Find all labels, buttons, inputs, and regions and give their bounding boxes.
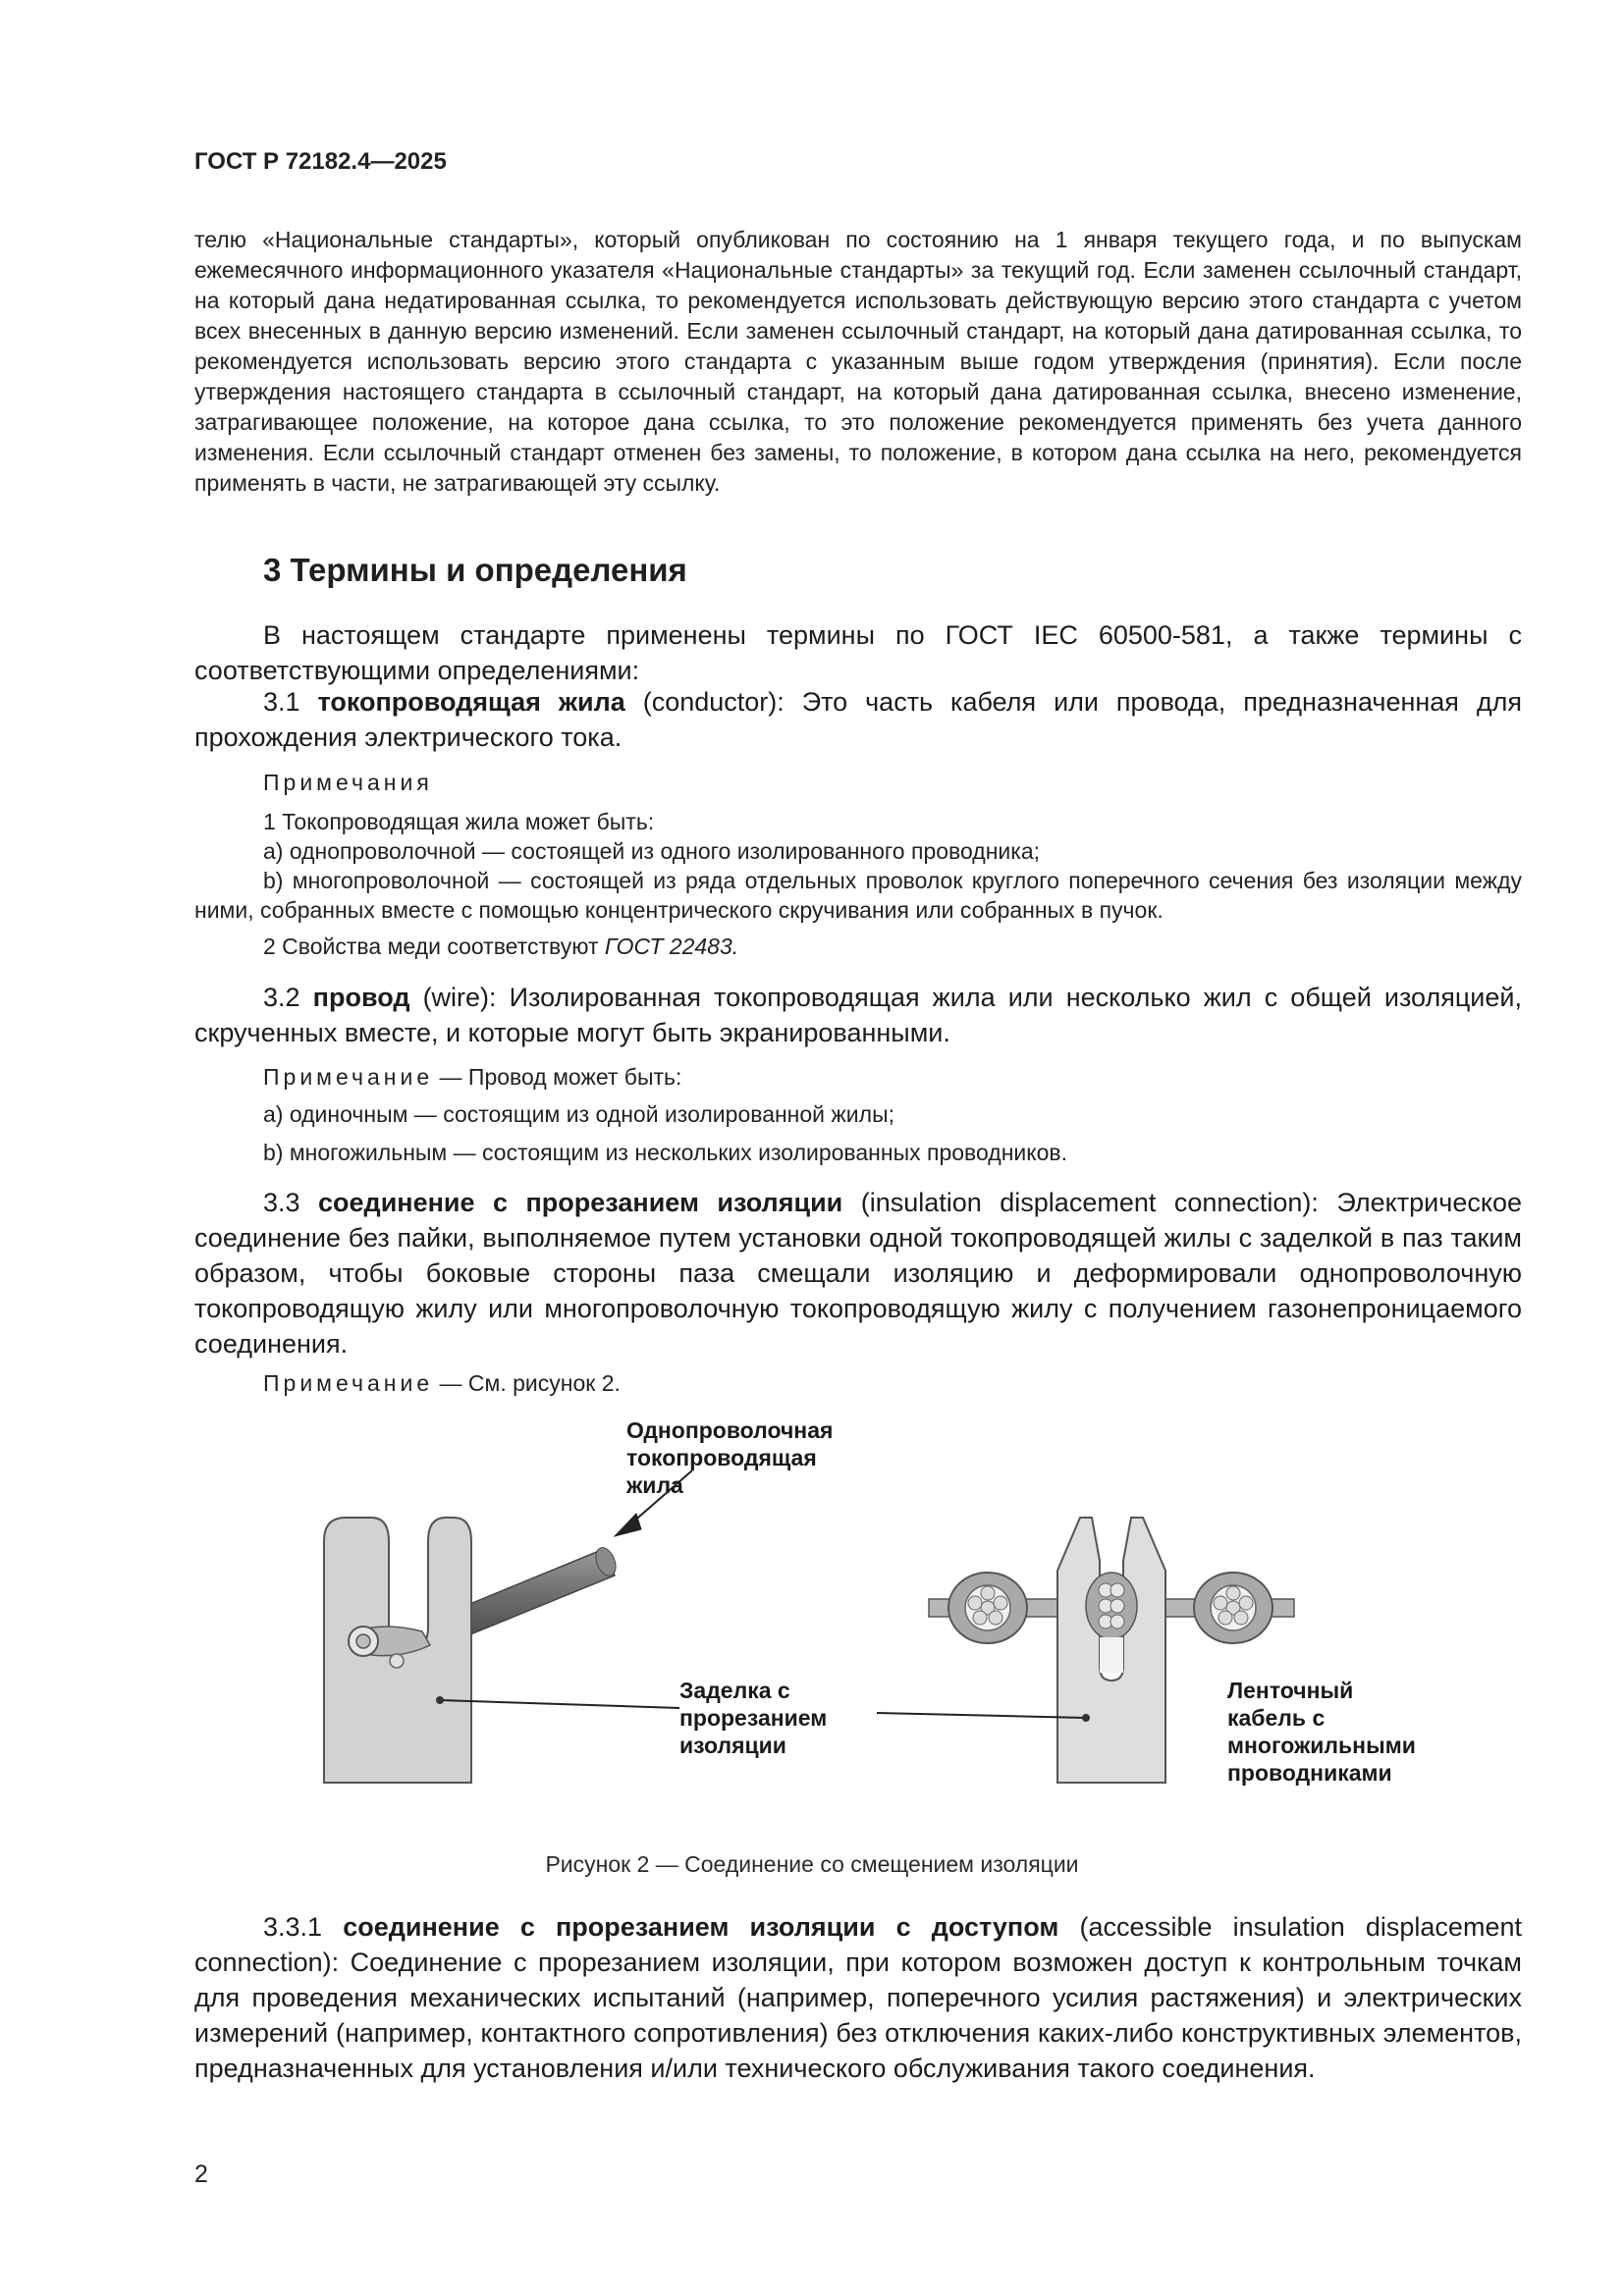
term-definition: (conductor): Это часть кабеля или провода, предназначенная для прохождения электрического тока. [194, 687, 1522, 752]
label-line: токопроводящая [626, 1445, 817, 1470]
label-line: Заделка с [679, 1678, 790, 1703]
term-3-3-1 [194, 1909, 1522, 2086]
label-ribbon-cable [1227, 1678, 1422, 1786]
term-name: провод [312, 983, 410, 1012]
label-line: Ленточный [1227, 1678, 1354, 1703]
intro-paragraph: телю «Национальные стандарты», который опубликован по состоянию на 1 января текущего года, и по выпускам ежемесячного информационного указателя «Национальные стандарты» за текущий год. Если заменен ссылочный стандарт, на который дана недатированная ссылка, то рекомендуется использовать действующую версию этого стандарта с учетом всех внесенных в данную версию изменений. Если заменен ссылочный стандарт, на который дана датированная ссылка, то рекомендуется использовать версию этого стандарта с указанным выше годом утверждения (принятия). Если после утверждения настоящего стандарта в ссылочный стандарт, на который дана датированная ссылка, внесено изменение, затрагивающее положение, на которое дана ссылка, то это положение рекомендуется применять без учета данного изменения. Если ссылочный стандарт отменен без замены, то положение, в котором дана ссылка на него, рекомендуется применять в части, не затрагивающей эту ссылку. [194, 227, 1522, 496]
figure-caption: Рисунок 2 — Соединение со смещением изоляции [545, 1851, 1079, 1877]
label-line: Однопроволочная [626, 1417, 834, 1443]
document-number: ГОСТ Р 72182.4—2025 [194, 148, 447, 175]
term-number: 3.3 [263, 1188, 300, 1217]
note-3-2 [194, 1062, 1522, 1092]
page-number: 2 [194, 2161, 208, 2188]
right-termination [1057, 1518, 1165, 1783]
label-line: многожильными [1227, 1733, 1416, 1758]
note-3-3 [194, 1368, 1522, 1398]
figure-2 [0, 1404, 1624, 1845]
label-termination [679, 1678, 834, 1758]
label-line: кабель с [1227, 1705, 1326, 1731]
label-line: прорезанием [679, 1705, 828, 1731]
term-definition: (accessible insulation displacement connection): Соединение с прорезанием изоляции, при котором возможен доступ к контрольным точкам для проведения механических испытаний (например, поперечного усилия растяжения) и электрических измерений (например, контактного сопротивления) без отключения каких-либо конструктивных элементов, предназначенных для установления и/или технического обслуживания такого соединения. [194, 1912, 1522, 2083]
label-line: жила [626, 1472, 683, 1498]
section-intro: В настоящем стандарте применены термины по ГОСТ IEC 60500-581, а также термины с соответствующими определениями: [194, 620, 1522, 685]
note-text: — Провод может быть: [433, 1064, 682, 1090]
term-name: соединение с прорезанием изоляции с доступом [343, 1912, 1059, 1942]
term-definition: (wire): Изолированная токопроводящая жила или несколько жил с общей изоляцией, скрученных вместе, и которые могут быть экранированными. [194, 983, 1522, 1047]
note-2-text: 2 Свойства меди соответствуют [263, 934, 605, 959]
note-2 [194, 932, 1522, 961]
note-heading: Примечание [263, 1064, 434, 1090]
term-number: 3.3.1 [263, 1912, 323, 1942]
pointer-dot [436, 1696, 444, 1704]
left-termination [324, 1518, 471, 1783]
term-3-2 [194, 980, 1522, 1050]
term-number: 3.2 [263, 983, 300, 1012]
note-1-b: b) многопроволочной — состоящей из ряда отдельных проволок круглого поперечного сечения без изоляции между ними, собранных вместе с помощью концентрического скручивания или собранных в пучок. [194, 868, 1522, 923]
notes-heading: Примечания [263, 770, 433, 795]
term-name: токопроводящая жила [317, 687, 625, 717]
note-3-2-b: b) многожильным — состоящим из нескольких изолированных проводников. [263, 1140, 1067, 1165]
note-text: — См. рисунок 2. [433, 1370, 621, 1396]
label-solid-wire [625, 1417, 839, 1498]
label-line: проводниками [1227, 1760, 1392, 1786]
term-number: 3.1 [263, 687, 300, 717]
label-line: изоляции [679, 1733, 786, 1758]
term-3-3 [194, 1185, 1522, 1362]
term-name: соединение с прорезанием изоляции [318, 1188, 843, 1217]
pointer-dot [1082, 1714, 1090, 1722]
note-2-reference: ГОСТ 22483. [604, 934, 739, 959]
note-1: 1 Токопроводящая жила может быть: [263, 809, 655, 834]
note-heading: Примечание [263, 1370, 434, 1396]
section-title: 3 Термины и определения [263, 552, 687, 588]
term-definition: (insulation displacement connection): Электрическое соединение без пайки, выполняемое путем установки одной токопроводящей жилы с заделкой в паз таким образом, чтобы боковые стороны паза смещали изоляцию и деформировали однопроволочную токопроводящую жилу или многопроволочную токопроводящую жилу с получением газонепроницаемого соединения. [194, 1188, 1522, 1359]
note-3-2-a: a) одиночным — состоящим из одной изолированной жилы; [263, 1101, 894, 1127]
note-1-a: a) однопроволочной — состоящей из одного изолированного проводника; [263, 838, 1040, 864]
term-3-1 [194, 684, 1522, 755]
